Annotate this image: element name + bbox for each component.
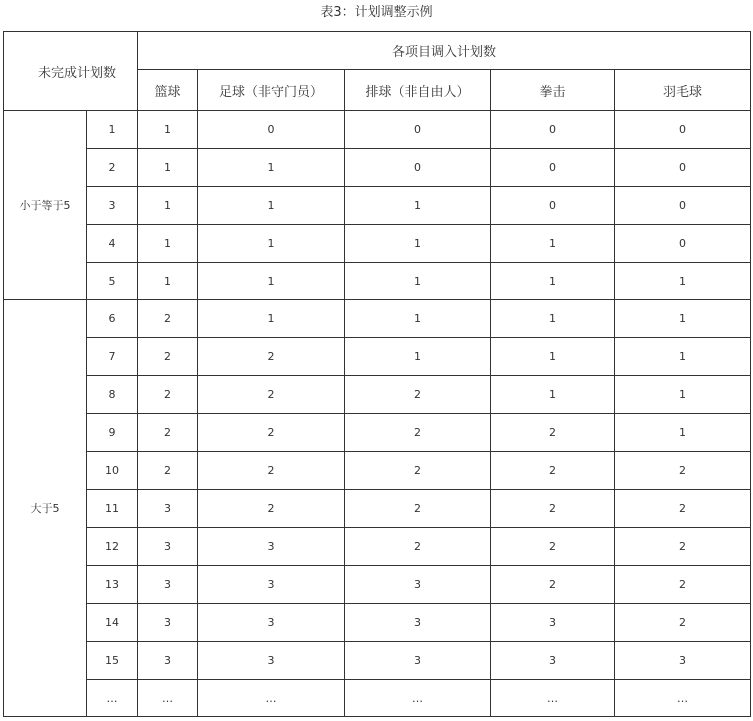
cell-basketball: 1 xyxy=(138,111,198,149)
cell-num: 2 xyxy=(87,149,138,187)
header-unfinished-plans: 未完成计划数 xyxy=(4,32,138,111)
cell-volleyball: 2 xyxy=(345,414,491,452)
cell-football: 3 xyxy=(198,642,345,680)
cell-boxing: 2 xyxy=(491,414,615,452)
cell-football: 1 xyxy=(198,225,345,263)
cell-volleyball: 1 xyxy=(345,187,491,225)
cell-volleyball: … xyxy=(345,680,491,717)
cell-football: 1 xyxy=(198,263,345,300)
table-row xyxy=(4,604,751,642)
cell-football: 3 xyxy=(198,604,345,642)
table-row xyxy=(4,528,751,566)
cell-badminton: 1 xyxy=(615,414,751,452)
table-row xyxy=(4,300,751,338)
cell-num: 9 xyxy=(87,414,138,452)
cell-basketball: 2 xyxy=(138,414,198,452)
cell-badminton: 1 xyxy=(615,263,751,300)
cell-boxing: 2 xyxy=(491,452,615,490)
cell-football: 1 xyxy=(198,187,345,225)
cell-num: 15 xyxy=(87,642,138,680)
cell-volleyball: 1 xyxy=(345,300,491,338)
cell-num: 7 xyxy=(87,338,138,376)
cell-football: 1 xyxy=(198,149,345,187)
cell-badminton: 0 xyxy=(615,149,751,187)
cell-basketball: 3 xyxy=(138,528,198,566)
cell-football: 2 xyxy=(198,452,345,490)
column-header-boxing: 拳击 xyxy=(491,70,615,111)
plan-adjustment-table xyxy=(3,31,751,717)
cell-num: 4 xyxy=(87,225,138,263)
cell-badminton: 2 xyxy=(615,528,751,566)
cell-boxing: 2 xyxy=(491,490,615,528)
cell-basketball: 3 xyxy=(138,566,198,604)
cell-basketball: 3 xyxy=(138,642,198,680)
cell-boxing: 1 xyxy=(491,338,615,376)
table-body xyxy=(4,32,751,717)
cell-num: … xyxy=(87,680,138,717)
cell-badminton: 1 xyxy=(615,338,751,376)
cell-football: 2 xyxy=(198,376,345,414)
cell-badminton: 2 xyxy=(615,604,751,642)
cell-boxing: 2 xyxy=(491,528,615,566)
table-row xyxy=(4,338,751,376)
cell-badminton: 2 xyxy=(615,490,751,528)
cell-badminton: 1 xyxy=(615,300,751,338)
cell-num: 10 xyxy=(87,452,138,490)
table-row xyxy=(4,490,751,528)
cell-volleyball: 3 xyxy=(345,604,491,642)
table-row xyxy=(4,642,751,680)
cell-badminton: … xyxy=(615,680,751,717)
cell-football: … xyxy=(198,680,345,717)
cell-volleyball: 2 xyxy=(345,452,491,490)
cell-badminton: 0 xyxy=(615,225,751,263)
cell-basketball: … xyxy=(138,680,198,717)
cell-badminton: 3 xyxy=(615,642,751,680)
cell-boxing: 2 xyxy=(491,566,615,604)
cell-boxing: 1 xyxy=(491,300,615,338)
cell-boxing: 0 xyxy=(491,111,615,149)
cell-boxing: 0 xyxy=(491,187,615,225)
cell-football: 2 xyxy=(198,338,345,376)
cell-badminton: 0 xyxy=(615,187,751,225)
cell-badminton: 1 xyxy=(615,376,751,414)
cell-boxing: 1 xyxy=(491,263,615,300)
cell-num: 13 xyxy=(87,566,138,604)
cell-num: 14 xyxy=(87,604,138,642)
cell-boxing: 3 xyxy=(491,642,615,680)
group-label: 大于5 xyxy=(4,300,87,717)
cell-boxing: 3 xyxy=(491,604,615,642)
cell-basketball: 1 xyxy=(138,263,198,300)
cell-football: 1 xyxy=(198,300,345,338)
column-header-badminton: 羽毛球 xyxy=(615,70,751,111)
cell-badminton: 0 xyxy=(615,111,751,149)
cell-volleyball: 2 xyxy=(345,376,491,414)
cell-football: 3 xyxy=(198,566,345,604)
table-row xyxy=(4,680,751,717)
table-row xyxy=(4,263,751,300)
cell-boxing: 1 xyxy=(491,225,615,263)
table-row xyxy=(4,149,751,187)
cell-basketball: 2 xyxy=(138,376,198,414)
table-row xyxy=(4,225,751,263)
cell-num: 1 xyxy=(87,111,138,149)
table-row xyxy=(4,376,751,414)
cell-num: 8 xyxy=(87,376,138,414)
cell-volleyball: 2 xyxy=(345,490,491,528)
cell-football: 0 xyxy=(198,111,345,149)
table-title: 表3：计划调整示例 xyxy=(320,5,433,20)
cell-volleyball: 2 xyxy=(345,528,491,566)
cell-basketball: 1 xyxy=(138,225,198,263)
cell-football: 3 xyxy=(198,528,345,566)
table-row xyxy=(4,187,751,225)
cell-num: 6 xyxy=(87,300,138,338)
cell-basketball: 1 xyxy=(138,187,198,225)
cell-basketball: 1 xyxy=(138,149,198,187)
cell-num: 11 xyxy=(87,490,138,528)
cell-volleyball: 1 xyxy=(345,338,491,376)
cell-boxing: … xyxy=(491,680,615,717)
column-header-volleyball: 排球（非自由人） xyxy=(345,70,491,111)
cell-volleyball: 3 xyxy=(345,642,491,680)
cell-volleyball: 0 xyxy=(345,149,491,187)
cell-football: 2 xyxy=(198,414,345,452)
header-transfer-plans: 各项目调入计划数 xyxy=(138,32,751,70)
cell-badminton: 2 xyxy=(615,566,751,604)
cell-basketball: 2 xyxy=(138,338,198,376)
cell-volleyball: 1 xyxy=(345,225,491,263)
table-row xyxy=(4,111,751,149)
cell-basketball: 2 xyxy=(138,300,198,338)
cell-boxing: 1 xyxy=(491,376,615,414)
cell-num: 5 xyxy=(87,263,138,300)
cell-num: 12 xyxy=(87,528,138,566)
cell-basketball: 3 xyxy=(138,490,198,528)
cell-football: 2 xyxy=(198,490,345,528)
table-row xyxy=(4,452,751,490)
cell-volleyball: 0 xyxy=(345,111,491,149)
cell-boxing: 0 xyxy=(491,149,615,187)
table-row xyxy=(4,414,751,452)
cell-basketball: 3 xyxy=(138,604,198,642)
cell-num: 3 xyxy=(87,187,138,225)
cell-volleyball: 1 xyxy=(345,263,491,300)
cell-volleyball: 3 xyxy=(345,566,491,604)
column-header-basketball: 篮球 xyxy=(138,70,198,111)
table-row xyxy=(4,566,751,604)
cell-badminton: 2 xyxy=(615,452,751,490)
column-header-football: 足球（非守门员） xyxy=(198,70,345,111)
group-label: 小于等于5 xyxy=(4,111,87,300)
cell-basketball: 2 xyxy=(138,452,198,490)
